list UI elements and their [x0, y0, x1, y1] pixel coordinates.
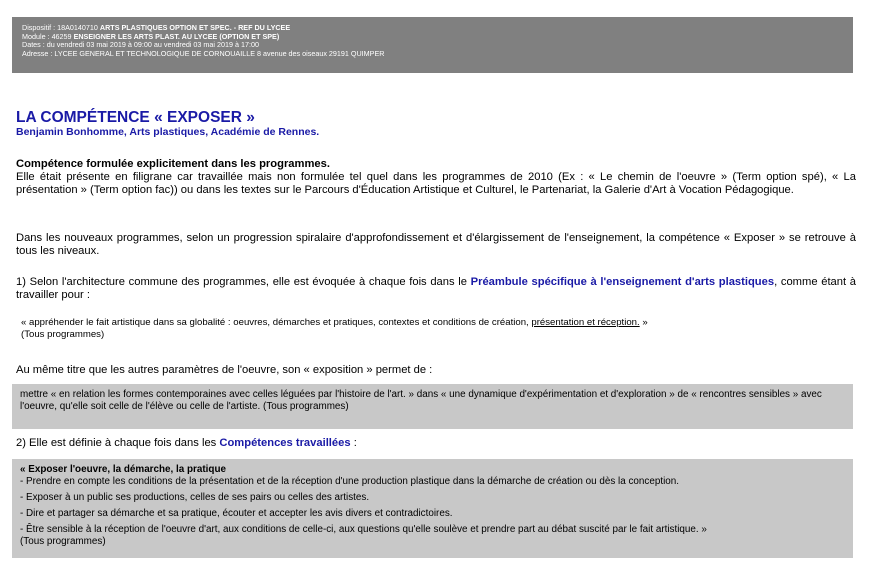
exposition-quote-box: mettre « en relation les formes contemporaines avec celles léguées par l'histoire de l'art. » dans « une dynamique d'expérimentation et d'exploration » de « rencontres sensibles » avec l'oeuvre, qu'elle soit celle de l'élève ou celle de l'artiste. (Tous programmes) [12, 384, 853, 429]
course-module-line: Module : 46259 ENSEIGNER LES ARTS PLAST. AU LYCEE (OPTION ET SPE) [22, 31, 280, 41]
underlined-phrase: présentation et réception. [531, 317, 640, 328]
paragraph-exposition: Au même titre que les autres paramètres de l'oeuvre, son « exposition » permet de : [16, 364, 433, 376]
competences-source: (Tous programmes) [20, 536, 106, 547]
competences-heading: « Exposer l'oeuvre, la démarche, la pratique [20, 464, 226, 475]
competences-keyword: Compétences travaillées [219, 437, 351, 449]
preamble-quote: « appréhender le fait artistique dans sa globalité : oeuvres, démarches et pratiques, contextes et conditions de création, présentation et réception. » (Tous programmes) [21, 317, 851, 341]
competences-box [12, 459, 853, 558]
section-text: Elle était présente en filigrane car travaillée mais non formulée tel quel dans les programmes de 2010 (Ex : « Le chemin de l'oeuvre » (Term option spé), « La présentation » (Term option fac)) ou dans les textes sur le Parcours d'Éducation Artistique et Culturel, le Partenariat, la Galerie d'Art à Vocation Pédagogique. [16, 170, 856, 196]
competence-item: - Dire et partager sa démarche et sa pratique, écouter et accepter les avis divers et contradictoires. [20, 508, 453, 519]
course-dates-line: Dates : du vendredi 03 mai 2019 à 09:00 au vendredi 03 mai 2019 à 17:00 [22, 40, 259, 50]
section-heading: Compétence formulée explicitement dans les programmes. [16, 158, 330, 170]
course-address-line: Adresse : LYCEE GENERAL ET TECHNOLOGIQUE DE CORNOUAILLE 8 avenue des oiseaux 29191 QUIMPER [22, 48, 385, 58]
paragraph-levels: Dans les nouveaux programmes, selon un progression spiralaire d'approfondissement et d'élargissement de l'enseignement, la compétence « Exposer » se retrouve à tous les niveaux. [16, 232, 856, 257]
course-info-banner [12, 17, 853, 73]
paragraph-preamble: 1) Selon l'architecture commune des programmes, elle est évoquée à chaque fois dans le Préambule spécifique à l'enseignement d'arts plastiques, comme étant à travailler pour : [16, 276, 856, 301]
competence-item: - Prendre en compte les conditions de la présentation et de la réception d'une production plastique dans la démarche de création ou dès la conception. [20, 476, 679, 487]
course-device-line: Dispositif : 18A0140710 ARTS PLASTIQUES OPTION ET SPEC. - REF DU LYCEE [22, 23, 291, 32]
competence-item: - Exposer à un public ses productions, celles de ses pairs ou celles des artistes. [20, 492, 370, 503]
section-intro [16, 158, 856, 196]
paragraph-competences: 2) Elle est définie à chaque fois dans les Compétences travaillées : [16, 437, 357, 449]
page-title: LA COMPÉTENCE « EXPOSER » [16, 109, 255, 126]
author-line: Benjamin Bonhomme, Arts plastiques, Académie de Rennes. [16, 126, 320, 138]
preamble-keyword: Préambule spécifique à l'enseignement d'arts plastiques [470, 276, 775, 288]
competence-item: - Être sensible à la réception de l'oeuvre d'art, aux conditions de celle-ci, aux questions qu'elle soulève et prendre part au débat suscité par le fait artistique. » [20, 524, 707, 535]
quote-source: (Tous programmes) [21, 329, 105, 340]
